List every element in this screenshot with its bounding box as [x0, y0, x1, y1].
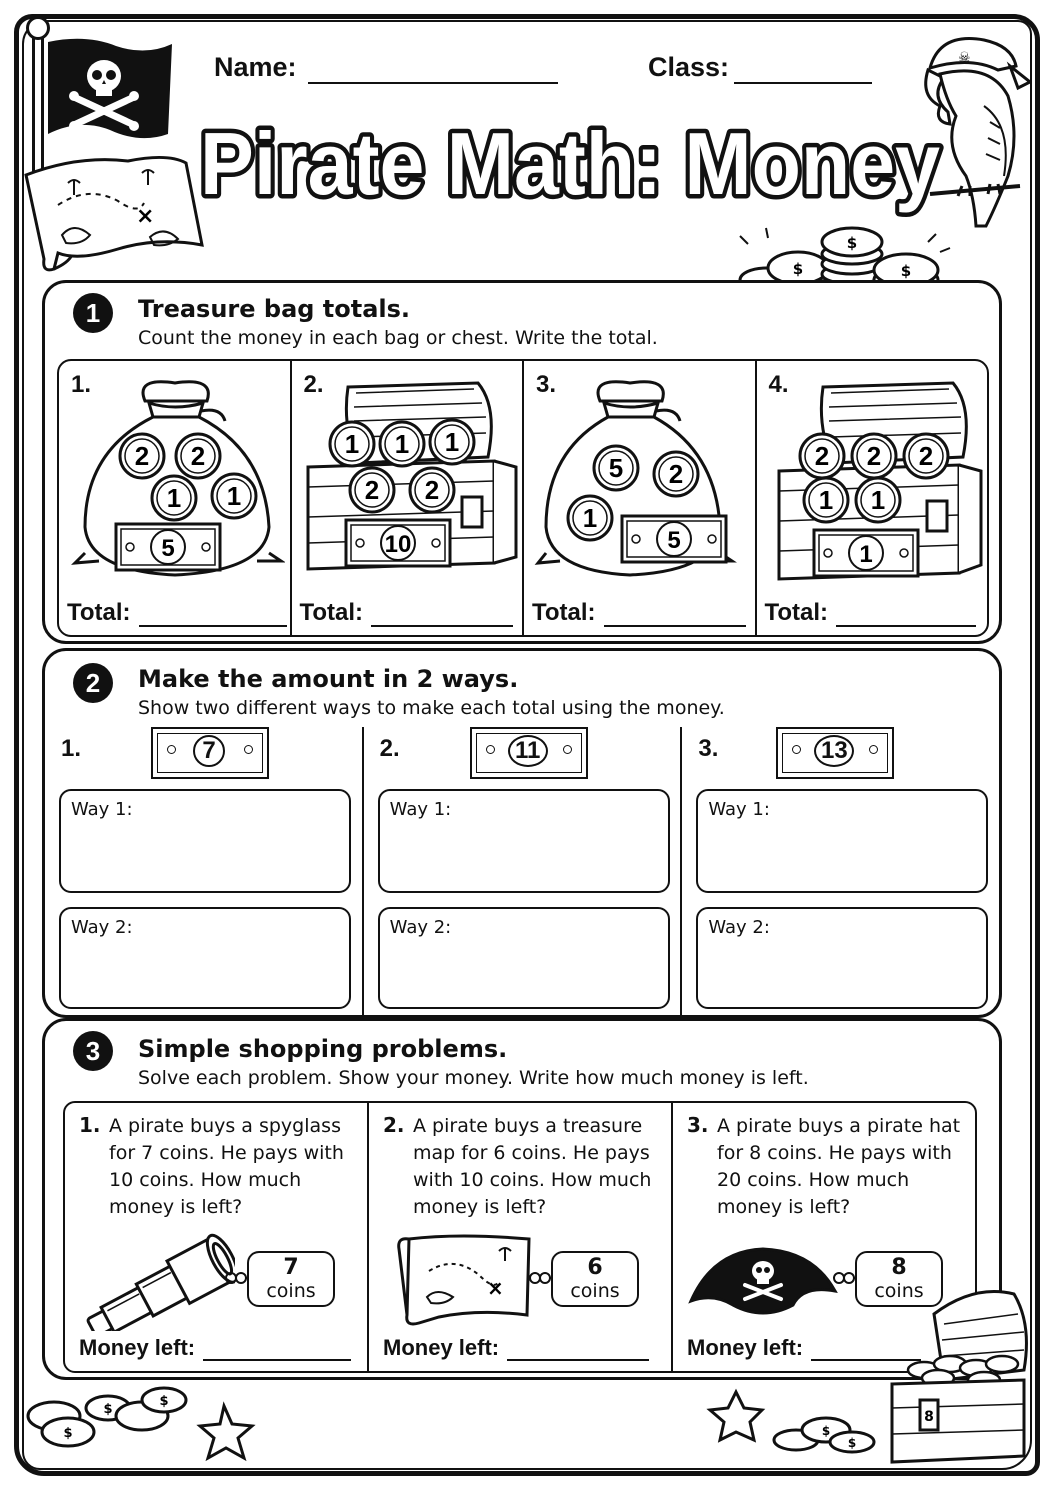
money-left-label: Money left: — [383, 1335, 500, 1360]
section-instruction: Solve each problem. Show your money. Write how much money is left. — [138, 1067, 809, 1089]
coin-value: 1 — [818, 485, 834, 515]
section-title: Make the amount in 2 ways. — [138, 665, 519, 693]
problem-text: A pirate buys a spyglass for 7 coins. He pays with 10 coins. How much money is left? — [109, 1115, 344, 1218]
coin — [380, 422, 424, 466]
section-title: Simple shopping problems. — [138, 1035, 508, 1063]
item-number: 4. — [768, 371, 789, 398]
coin — [430, 420, 474, 464]
coin — [568, 496, 612, 540]
svg-text:$: $ — [792, 260, 804, 278]
amount-grid — [45, 727, 999, 1015]
section-title: Treasure bag totals. — [138, 295, 411, 323]
item-number: 3. — [536, 371, 557, 398]
bill-value: 1 — [859, 541, 873, 568]
money-left-label: Money left: — [79, 1335, 196, 1360]
amount-value: 7 — [193, 735, 225, 767]
way-1-box[interactable] — [378, 789, 670, 893]
coin — [212, 474, 256, 518]
way-label: Way 2: — [389, 917, 452, 938]
coin-value: 2 — [814, 441, 830, 471]
coin — [654, 452, 698, 496]
amount-bill — [470, 727, 588, 779]
coin — [176, 434, 220, 478]
bill-value: 5 — [161, 535, 175, 562]
total-label: Total: — [764, 599, 829, 626]
coin — [594, 446, 638, 490]
coin — [120, 434, 164, 478]
section-shopping-problems — [42, 1018, 1002, 1380]
way-label: Way 1: — [708, 799, 770, 820]
coin — [852, 434, 896, 478]
coin — [904, 434, 948, 478]
shopping-problem — [369, 1103, 673, 1371]
amount-value: 11 — [508, 735, 548, 767]
item-number: 3. — [698, 735, 719, 762]
section-make-the-amount — [42, 648, 1002, 1018]
amount-item — [45, 727, 364, 1015]
total-label: Total: — [299, 599, 364, 626]
bill — [116, 524, 220, 570]
way-2-box[interactable] — [696, 907, 988, 1009]
bill — [622, 516, 726, 562]
coin-value: 2 — [134, 441, 150, 471]
coin-value: 2 — [190, 441, 206, 471]
price-unit: coins — [570, 1280, 620, 1302]
shopping-problem — [65, 1103, 369, 1371]
bill-value: 10 — [384, 531, 412, 558]
section-number: 2 — [73, 663, 113, 703]
svg-text:×: × — [136, 204, 155, 229]
name-label: Name: — [214, 52, 297, 82]
treasure-chest-corner-icon — [884, 1284, 1034, 1468]
coin-value: 1 — [582, 503, 598, 533]
coin — [350, 468, 394, 512]
svg-text:$: $ — [900, 262, 912, 280]
problem-number: 2. — [383, 1113, 405, 1137]
coin-pile-icon — [24, 1376, 274, 1466]
way-2-box[interactable] — [59, 907, 351, 1009]
amount-item — [364, 727, 683, 1015]
bill — [814, 530, 918, 576]
section1-money-overlay — [0, 0, 1054, 700]
total-label: Total: — [532, 599, 596, 626]
item-number: 1. — [71, 371, 92, 398]
shopping-grid — [63, 1101, 977, 1373]
coin — [410, 468, 454, 512]
coin-value: 2 — [668, 459, 684, 489]
coin-value: 1 — [394, 429, 410, 459]
way-label: Way 2: — [71, 917, 133, 938]
price-tag — [551, 1251, 639, 1307]
section-number: 1 — [73, 293, 113, 333]
price-value: 8 — [891, 1255, 907, 1280]
page-title-text: Pirate Math: Money — [200, 114, 941, 213]
coin — [330, 422, 374, 466]
item-number: 1. — [61, 735, 82, 762]
svg-text:☠: ☠ — [958, 50, 971, 66]
coin-value: 1 — [344, 429, 360, 459]
coin-value: 1 — [166, 483, 182, 513]
way-label: Way 1: — [389, 799, 452, 820]
svg-text:$: $ — [63, 1426, 73, 1441]
item-number: 2. — [379, 735, 400, 762]
money-left-answer — [79, 1335, 351, 1361]
problem-number: 1. — [79, 1113, 101, 1137]
spyglass-icon — [75, 1231, 235, 1331]
coin — [804, 478, 848, 522]
money-left-answer — [383, 1335, 649, 1361]
svg-text:$: $ — [103, 1402, 113, 1417]
coin-value: 1 — [226, 481, 242, 511]
problem-text: A pirate buys a pirate hat for 8 coins. He pays with 20 coins. How much money is left? — [717, 1115, 961, 1218]
svg-text:×: × — [487, 1276, 504, 1300]
coin-value: 5 — [608, 453, 624, 483]
money-left-label: Money left: — [687, 1335, 804, 1360]
pirate-hat-icon — [683, 1231, 843, 1331]
coin-value: 2 — [866, 441, 882, 471]
amount-item — [682, 727, 999, 1015]
way-label: Way 2: — [708, 917, 770, 938]
price-unit: coins — [266, 1280, 316, 1302]
coin-value: 1 — [870, 485, 886, 515]
price-value: 6 — [587, 1255, 603, 1280]
problem-number: 3. — [687, 1113, 709, 1137]
way-2-box[interactable] — [378, 907, 670, 1009]
way-1-box[interactable] — [696, 789, 988, 893]
coin — [856, 478, 900, 522]
coin — [800, 434, 844, 478]
bill-value: 5 — [667, 527, 681, 554]
coin-value: 2 — [424, 475, 440, 505]
item-number: 2. — [303, 371, 324, 398]
svg-text:$: $ — [846, 234, 858, 252]
coin-value: 1 — [444, 427, 460, 457]
svg-text:$: $ — [821, 1424, 831, 1438]
total-label: Total: — [67, 599, 131, 626]
price-value: 7 — [283, 1255, 299, 1280]
amount-bill — [151, 727, 269, 779]
money-left-field[interactable] — [507, 1341, 649, 1361]
coin-value: 2 — [918, 441, 934, 471]
svg-text:$: $ — [847, 1436, 857, 1450]
coin-value: 2 — [364, 475, 380, 505]
bill — [346, 520, 450, 566]
way-1-box[interactable] — [59, 789, 351, 893]
svg-text:$: $ — [159, 1394, 169, 1409]
amount-bill — [776, 727, 894, 779]
svg-text:8: 8 — [924, 1409, 934, 1425]
starfish-icon — [696, 1386, 896, 1466]
way-label: Way 1: — [71, 799, 133, 820]
treasure-map-icon — [379, 1231, 539, 1331]
section-number: 3 — [73, 1031, 113, 1071]
price-tag — [247, 1251, 335, 1307]
section-instruction: Count the money in each bag or chest. Write the total. — [138, 327, 658, 349]
amount-value: 13 — [814, 735, 854, 767]
money-left-field[interactable] — [203, 1341, 351, 1361]
price-unit: coins — [874, 1280, 924, 1302]
coin — [152, 476, 196, 520]
section-instruction: Show two different ways to make each total using the money. — [138, 697, 725, 719]
problem-text: A pirate buys a treasure map for 6 coins. He pays with 10 coins. How much money is left? — [413, 1115, 652, 1218]
class-label: Class: — [648, 52, 730, 82]
